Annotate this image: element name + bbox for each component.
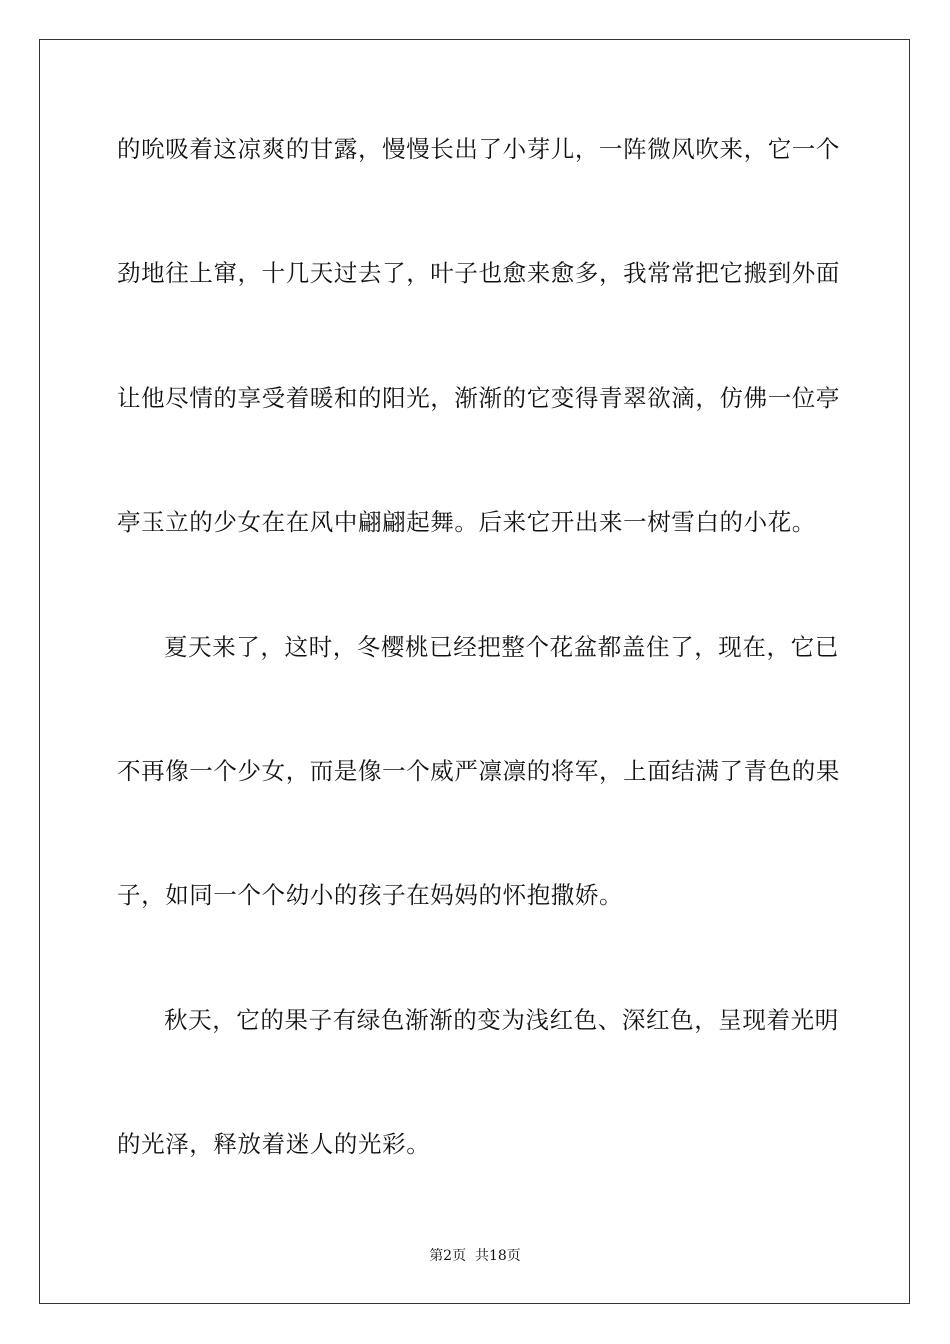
text-line: 不再像一个少女，而是像一个威严凛凛的将军，上面结满了青色的果	[117, 757, 840, 785]
text-line: 子，如同一个个幼小的孩子在妈妈的怀抱撒娇。	[117, 881, 624, 909]
text-line: 的光泽，释放着迷人的光彩。	[117, 1130, 431, 1158]
text-line: 的吮吸着这凉爽的甘露，慢慢长出了小芽儿，一阵微风吹来，它一个	[117, 135, 840, 163]
paragraph-start-line: 秋天，它的果子有绿色渐渐的变为浅红色、深红色，呈现着光明	[164, 1006, 839, 1034]
page-border	[39, 39, 910, 1304]
text-line: 让他尽情的享受着暖和的阳光，渐渐的它变得青翠欲滴，仿佛一位亭	[117, 384, 840, 412]
page-number-footer: 第2页 共18页	[429, 1248, 521, 1264]
text-line: 亭玉立的少女在在风中翩翩起舞。后来它开出来一树雪白的小花。	[117, 508, 816, 536]
paragraph-start-line: 夏天来了，这时，冬樱桃已经把整个花盆都盖住了，现在，它已	[164, 633, 839, 661]
text-line: 劲地往上窜，十几天过去了，叶子也愈来愈多，我常常把它搬到外面	[117, 259, 840, 287]
